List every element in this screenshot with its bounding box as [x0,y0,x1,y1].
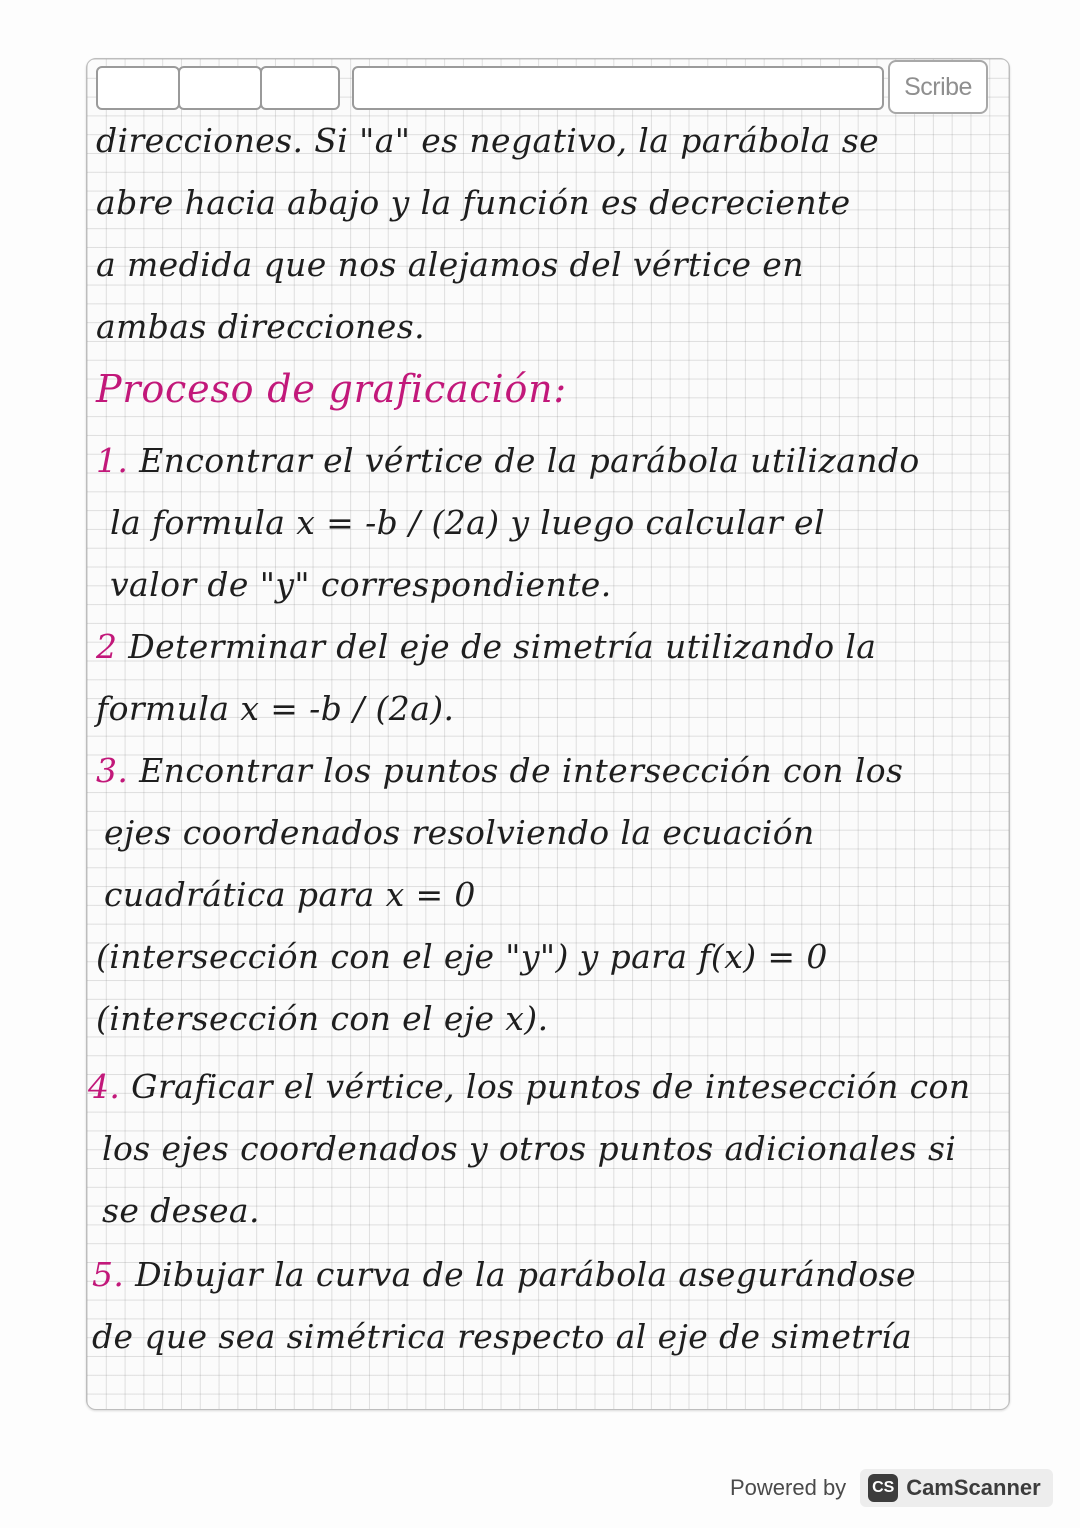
scanner-watermark [730,1466,1053,1510]
step-1-line: 1. Encontrar el vértice de la parábola utilizando [96,441,920,480]
note-line: (intersección con el eje x). [96,999,549,1038]
note-line: cuadrática para x = 0 [104,875,476,914]
note-line: ejes coordenados resolviendo la ecuación [104,813,815,852]
step-number: 3. [96,751,129,790]
note-line: de que sea simétrica respecto al eje de simetría [92,1317,913,1356]
brand-logo: Scribe [888,60,988,114]
step-number: 5. [92,1255,125,1294]
note-line: los ejes coordenados y otros puntos adicionales si [102,1129,957,1168]
step-5-line: 5. Dibujar la curva de la parábola asegurándose [92,1255,916,1294]
note-line: ambas direcciones. [96,307,425,346]
header-box-year [260,66,340,110]
header-box-title [352,66,884,110]
header-box-day [96,66,180,110]
note-line: se desea. [102,1191,260,1230]
step-3-line: 3. Encontrar los puntos de intersección con los [96,751,904,790]
section-heading: Proceso de graficación: [96,367,568,411]
step-number: 1. [96,441,129,480]
note-line: valor de "y" correspondiente. [110,565,612,604]
step-number: 4. [88,1067,121,1106]
step-number: 2 [96,627,118,666]
step-2-line: 2 Determinar del eje de simetría utilizando la [96,627,877,666]
camscanner-name: CamScanner [906,1475,1041,1500]
powered-by-label: Powered by [730,1475,847,1500]
step-4-line: 4. Graficar el vértice, los puntos de intesección con [88,1067,971,1106]
camscanner-badge [860,1469,1053,1507]
note-line: formula x = -b / (2a). [96,689,455,728]
note-line: abre hacia abajo y la función es decreciente [96,183,851,222]
camscanner-logo-icon: CS [868,1474,898,1502]
note-line: direcciones. Si "a" es negativo, la parábola se [96,121,880,160]
note-line: la formula x = -b / (2a) y luego calcular el [110,503,825,542]
header-box-month [178,66,262,110]
note-line: a medida que nos alejamos del vértice en [96,245,804,284]
note-line: (intersección con el eje "y") y para f(x) = 0 [96,937,828,976]
